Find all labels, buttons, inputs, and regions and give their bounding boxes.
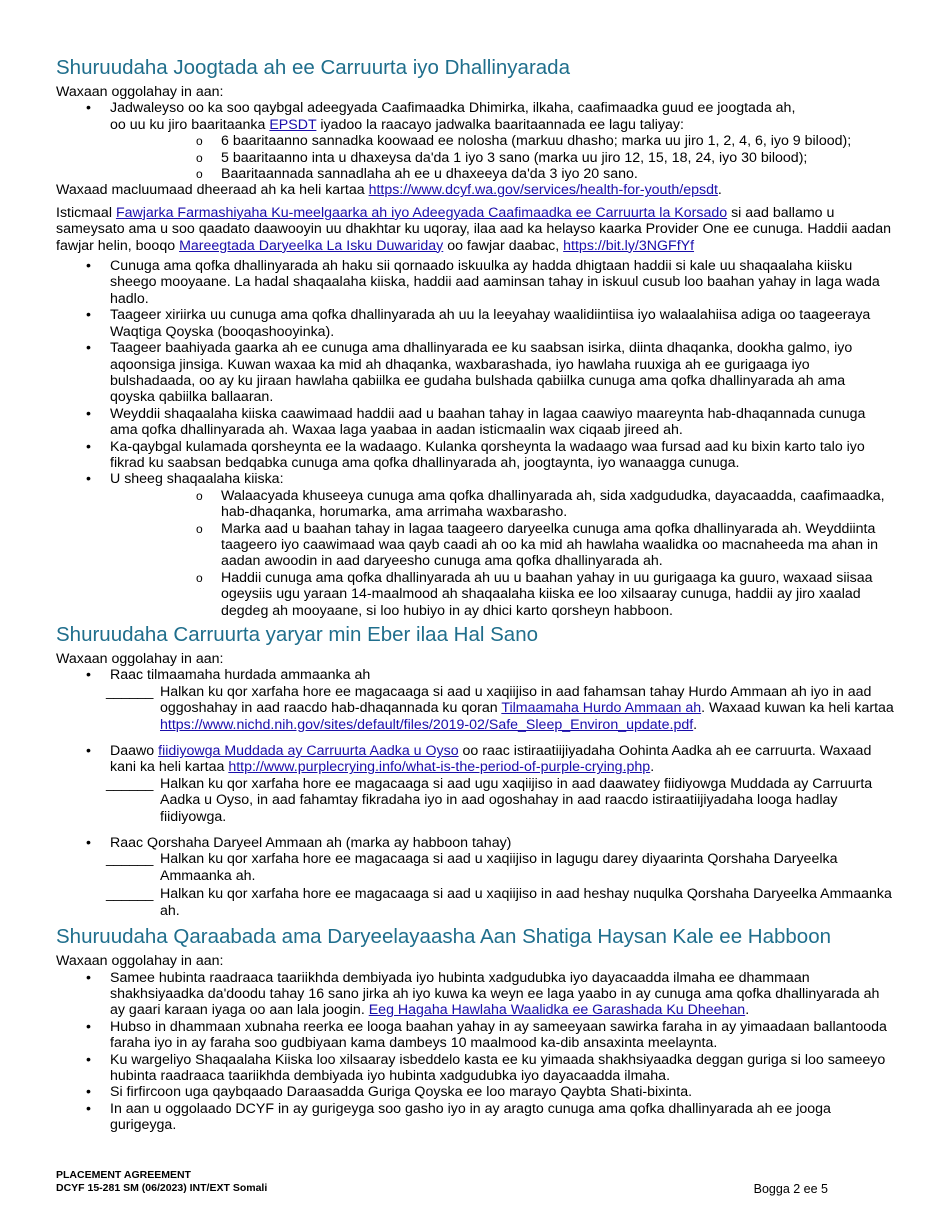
bullet-icon: •	[86, 835, 91, 852]
info-text: .	[717, 182, 722, 199]
section-intro: Waxaan oggolahay in aan:	[56, 953, 224, 970]
list-item	[56, 1101, 894, 1134]
list-item	[56, 439, 894, 472]
list-item-text: Cunuga ama qofka dhallinyarada ah haku sii qornaado iskuulka ay hadda dhigtaan haddii si kale uu shaqaalaha kiisku sheego mooyaane. La hadal shaqaalaha kiiska, haddii aad aaminsan tahay in iskuul cusub loo baahan yahay in laga wada hadlo.	[110, 258, 880, 307]
initials-blank[interactable]: ______	[106, 775, 154, 792]
bullet-list	[56, 258, 894, 619]
bullet-list	[56, 667, 894, 683]
sub-list-item	[110, 488, 894, 521]
voucher-text: oo fawjar daabac,	[447, 237, 560, 254]
circle-bullet-icon: o	[196, 570, 203, 585]
list-item-text: Si firfircoon uga qaybqaado Daraasadda Guriga Qoyska ee loo marayo Qaybta Shati-bixinta.	[110, 1084, 693, 1101]
coordinated-care-link[interactable]: Mareegtada Daryeelka La Isku Duwariday	[179, 237, 444, 254]
circle-bullet-icon: o	[196, 167, 203, 182]
list-item-text: Daawo	[110, 743, 155, 760]
circle-bullet-icon: o	[196, 488, 203, 503]
section-heading-relatives: Shuruudaha Qaraabada ama Daryeelayaasha Aan Shatiga Haysan Kale ee Habboon	[56, 925, 831, 949]
list-item	[56, 100, 894, 182]
sub-list-text: Baaritaannada sannadlaha ah ee u dhaxeeya da'da 3 iyo 20 sano.	[221, 166, 638, 183]
form-title: PLACEMENT AGREEMENT	[56, 1169, 191, 1181]
sub-list-item	[110, 133, 894, 149]
list-item-text: Raac tilmaamaha hurdada ammaanka ah	[110, 667, 371, 684]
circle-bullet-icon: o	[196, 521, 203, 536]
section-intro: Waxaan oggolahay in aan:	[56, 84, 224, 100]
document-page	[56, 56, 894, 1134]
form-number: DCYF 15-281 SM (06/2023) INT/EXT Somali	[56, 1182, 268, 1194]
list-item-text: Hubso in dhammaan xubnaha reerka ee looga baahan yahay in ay sameeyaan sawirka faraha in ay yimaadaan ballantooda faraha iyo in ay faraha soo gudbiyaan kama dambeys 10 maalmood ka-dib ansaxinta meelaynta.	[110, 1018, 887, 1052]
bullet-icon: •	[86, 438, 91, 455]
list-item-text: Taageer xiriirka uu cunuga ama qofka dhallinyarada ah uu la leeyahay waalidiintiisa iyo walaalahiisa adiga oo taageeraya Waqtiga Qoyska (booqashooyinka).	[110, 307, 871, 340]
list-item-text: .	[650, 759, 655, 776]
list-item-text: .	[745, 1002, 750, 1019]
list-item-text: Ka-qaybgal kulamada qorsheynta ee la wadaago. Kulanka qorsheynta la wadaago waa fursad aad ku bixin karto talo iyo fikrad ku saabsan bedqabka cunuga ama qofka dhallinyarada ah, joogtaynta, iyo wanaagga cunuga.	[110, 438, 865, 471]
page-footer	[56, 1169, 894, 1195]
bullet-icon: •	[86, 1018, 91, 1035]
sub-list-text: 6 baaritaanno sannadka koowaad ee nolosha (markuu dhasho; marka uu jiro 1, 2, 4, 6, iyo 9 bilood);	[221, 133, 852, 150]
info-text: Waxaad macluumaad dheeraad ah ka heli kartaa	[56, 182, 365, 199]
circle-bullet-icon: o	[196, 150, 203, 165]
sub-list-item	[110, 166, 894, 182]
list-item-text: U sheeg shaqaalaha kiiska:	[110, 471, 284, 488]
initials-text: . Waxaad kuwan ka heli kartaa	[701, 700, 894, 717]
list-item-text: Ku wargeliyo Shaqaalaha Kiiska loo xilsaaray isbeddelo kasta ee ku yimaada shakhsiyaadka deggan guriga si loo sameeyo hubinta raadraaca taariikhda dembiyada iyo hubinta xadgudubka iyo dayacaadda ilmaha.	[110, 1051, 886, 1084]
list-item	[56, 835, 894, 851]
initials-row	[56, 851, 894, 884]
initials-row	[56, 776, 894, 825]
list-item	[56, 667, 894, 683]
list-item-text: Samee hubinta raadraaca taariikhda dembiyada iyo hubinta xadgudubka iyo dayacaadda ilmaha ee dhammaan shakhsiyaadka da'doodu tahay 16 sano jirka ah iyo kuwa ka weyn ee laga yaabo in ay cunuga ama qofka dhallinyarada ah ay gaari karaan iyaga oo aan lala joogin.	[110, 969, 880, 1019]
section-intro: Waxaan oggolahay in aan:	[56, 651, 224, 667]
list-item-text: iyadoo la raacayo jadwalka baaritaannada ee lagu taliyay:	[320, 116, 684, 133]
page-number: Bogga 2 ee 5	[753, 1182, 828, 1196]
section-heading-regular-requirements: Shuruudaha Joogtada ah ee Carruurta iyo Dhallinyarada	[56, 56, 570, 79]
bullet-icon: •	[86, 1100, 91, 1117]
list-item	[56, 406, 894, 439]
bullet-icon: •	[86, 1084, 91, 1101]
epsdt-link[interactable]: EPSDT	[269, 116, 317, 133]
bullet-icon: •	[86, 743, 91, 760]
sub-list-text: Walaacyada khuseeya cunuga ama qofka dhallinyarada ah, sida xadgududka, dayacaadda, caafimaadka, hab-dhaqanka, horumarka, ama arrimaha waxbarasho.	[221, 487, 885, 521]
bullet-icon: •	[86, 340, 91, 357]
bullet-list	[56, 100, 894, 182]
epsdt-url-link[interactable]: https://www.dcyf.wa.gov/services/health-for-youth/epsdt	[368, 182, 718, 199]
sub-list-item	[110, 521, 894, 570]
list-item	[56, 1084, 894, 1100]
sub-list-text: Marka aad u baahan tahay in lagaa taageero daryeelka cunuga ama qofka dhallinyarada ah. Weyddiinta taageero iyo caawimaad waa qayb caadi ah oo ka mid ah hawlaha waalidka oo macnaheeda ma ahan in aadan awoodin in aad daryeesho cunuga ama qofka dhallinyarada ah.	[221, 520, 878, 570]
voucher-paragraph	[56, 205, 894, 254]
sub-list-text: 5 baaritaanno inta u dhaxeysa da'da 1 iyo 3 sano (marka uu jiro 12, 15, 18, 24, iyo 30 bilood);	[221, 149, 808, 166]
list-item-text: oo uu ku jiro baaritaanka	[110, 116, 266, 133]
nichd-url-link[interactable]: https://www.nichd.nih.gov/sites/default/files/2019-02/Safe_Sleep_Environ_update.pdf	[160, 716, 694, 733]
bullet-icon: •	[86, 100, 91, 117]
bullet-list	[56, 970, 894, 1134]
bitly-link[interactable]: https://bit.ly/3NGFfYf	[563, 237, 695, 254]
initials-blank[interactable]: ______	[106, 683, 154, 700]
initials-text: .	[693, 716, 698, 733]
section-heading-infants: Shuruudaha Carruurta yaryar min Eber ilaa Hal Sano	[56, 623, 539, 646]
circle-bullet-icon: o	[196, 134, 203, 149]
bullet-icon: •	[86, 307, 91, 324]
list-item-text: oo raac istiraatiijiyadaha Oohinta Aadka ah ee carruurta. Waxaad kani ka heli kartaa	[110, 743, 872, 776]
info-paragraph	[56, 182, 894, 198]
bullet-icon: •	[86, 969, 91, 986]
voucher-text: si aad ballamo u sameysato ama u soo qaadato daawooyin uu dhakhtar ku uqoray, ilaa aad ka helayso kaarka Provider One ee cunuga. Haddii aadan fawjar helin, booqo	[56, 204, 891, 254]
list-item	[56, 1019, 894, 1052]
sub-list	[110, 133, 894, 182]
voucher-text: Isticmaal	[56, 204, 112, 221]
initials-text: Halkan ku qor xarfaha hore ee magacaaga si aad u xaqiijiso in aad heshay nuqulka Qorshaha Daryeelka Ammaanka ah.	[160, 886, 892, 919]
list-item	[56, 471, 894, 619]
bullet-icon: •	[86, 1051, 91, 1068]
list-item	[56, 258, 894, 307]
bullet-icon: •	[86, 667, 91, 684]
purple-crying-video-link[interactable]: fiidiyowga Muddada ay Carruurta Aadka u Oyso	[158, 743, 459, 760]
list-item	[56, 1052, 894, 1085]
bullet-icon: •	[86, 405, 91, 422]
list-item	[56, 970, 894, 1019]
initials-blank[interactable]: ______	[106, 886, 154, 903]
bullet-icon: •	[86, 258, 91, 275]
initials-text: Halkan ku qor xarfaha hore ee magacaaga si aad ugu xaqiijiso in aad daawatey fiidiyowga Muddada ay Carruurta Aadka u Oyso, in aad fahamtay fikradaha iyo in aad ogoshahay in aad raacdo istiraatiijiyadaha looga hadlay fiidiyowga.	[160, 775, 873, 825]
initials-blank[interactable]: ______	[106, 851, 154, 868]
list-item	[56, 340, 894, 406]
bullet-list	[56, 835, 894, 851]
initials-text: Halkan ku qor xarfaha hore ee magacaaga si aad u xaqiijiso in lagugu darey diyaarinta Qorshaha Daryeelka Ammaanka ah.	[160, 851, 838, 884]
bullet-list	[56, 743, 894, 776]
purple-crying-url-link[interactable]: http://www.purplecrying.info/what-is-the-period-of-purple-crying.php	[228, 759, 651, 776]
initials-row	[56, 886, 894, 919]
list-item-text: In aan u oggolaado DCYF in ay gurigeyga soo gasho iyo in ay aragto cunuga ama qofka dhallinyarada ah ee jooga gurigeyga.	[110, 1100, 831, 1134]
initials-text: Halkan ku qor xarfaha hore ee magacaaga si aad u xaqiijiso in aad fahamsan tahay Hurdo Ammaan ah iyo in aad oggoshahay in aad raacdo hab-dhaqannada ku qoran	[160, 683, 872, 717]
parenting-guide-link[interactable]: Eeg Hagaha Hawlaha Waalidka ee Garashada Ku Dheehan	[368, 1002, 746, 1019]
list-item-text: Raac Qorshaha Daryeel Ammaan ah (marka ay habboon tahay)	[110, 835, 512, 852]
sub-list	[110, 488, 894, 619]
sub-list-item	[110, 570, 894, 619]
list-item-text: Taageer baahiyada gaarka ah ee cunuga ama dhallinyarada ee ku saabsan isirka, diinta dhaqanka, dookha galmo, iyo aqoonsiga jinsiga. Kuwan waxaa ka mid ah dhaqanka, waxbarashada, iyo hawlaha ruuxiga ah ee gurigaaga iyo bulshadaada, oo ay ku jiraan hawlaha qabiilka ee gudaha bulshada qabiilka cunuga ama qofka dhallinyarada ah ama qoyska qabiilka ballaaran.	[110, 340, 853, 406]
pharmacy-voucher-link[interactable]: Fawjarka Farmashiyaha Ku-meelgaarka ah iyo Adeegyada Caafimaadka ee Carruurta la Korsado	[115, 204, 728, 221]
list-item	[56, 307, 894, 340]
initials-row	[56, 684, 894, 733]
bullet-icon: •	[86, 471, 91, 488]
list-item-text: Jadwaleyso oo ka soo qaybgal adeegyada Caafimaadka Dhimirka, ilkaha, caafimaadka guud ee joogtada ah,	[110, 100, 796, 117]
sub-list-text: Haddii cunuga ama qofka dhallinyarada ah uu u baahan yahay in uu gurigaaga ka guuro, waxaad siisaa ogeysiis ugu yaraan 14-maalmood ah shaqaalaha kiiska ee loo xilsaaray cunuga, haddii ay jiro xaalad degdeg ah mooyaane, si loo hubiyo in ay dhici karto qorsheyn habboon.	[221, 569, 873, 619]
sub-list-item	[110, 150, 894, 166]
list-item-text: Weyddii shaqaalaha kiiska caawimaad haddii aad u baahan tahay in lagaa caawiyo maareynta hab-dhaqannada cunuga ama qofka dhallinyarada ah. Waxaa laga yaabaa in aadan isticmaalin wax ciqaab jireed ah.	[110, 405, 866, 439]
list-item	[56, 743, 894, 776]
safe-sleep-guide-link[interactable]: Tilmaamaha Hurdo Ammaan ah	[501, 700, 702, 717]
